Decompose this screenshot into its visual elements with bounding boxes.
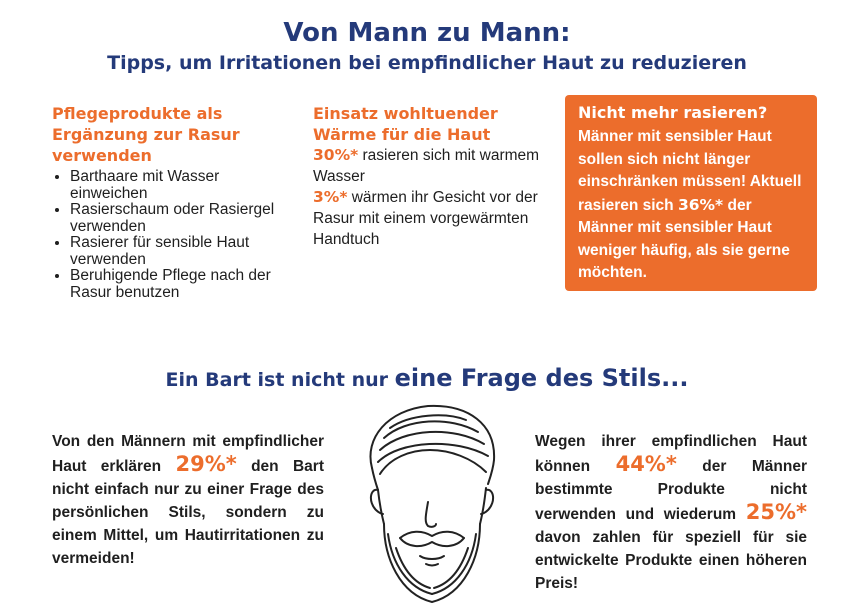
beard-face-illustration-icon bbox=[350, 398, 510, 613]
heading-large: eine Frage des Stils... bbox=[394, 364, 689, 392]
para-text: den Bart nicht einfach nur zu einer Frage des persönlichen Stils, sondern zu einem Mittel, um Hautirritationen zu vermeiden! bbox=[52, 458, 324, 567]
stat-number: 30%* bbox=[313, 146, 359, 164]
heading-line: Wärme für die Haut bbox=[313, 125, 491, 144]
stat-warm-water bbox=[313, 145, 549, 187]
list-item: • Barthaare mit Wasser einweichen bbox=[70, 169, 292, 202]
box-text-after: der Männer mit sensibler Haut weniger häufig, als sie gerne möchten. bbox=[578, 196, 790, 281]
warmth-heading bbox=[313, 103, 549, 145]
heading-line: verwenden bbox=[52, 146, 152, 165]
list-item: • Rasierschaum oder Rasiergel verwenden bbox=[70, 202, 292, 235]
heading-line: Pflegeprodukte als bbox=[52, 104, 223, 123]
heading-small: Ein Bart ist nicht nur bbox=[165, 369, 395, 391]
heading-line: Einsatz wohltuender bbox=[313, 104, 498, 123]
para-stat-number: 44%* bbox=[615, 452, 677, 476]
box-text bbox=[578, 126, 805, 285]
page-title: Von Mann zu Mann: bbox=[283, 18, 571, 48]
care-tips-list bbox=[52, 169, 292, 301]
stat-text: rasieren sich mit warmem Wasser bbox=[313, 147, 540, 185]
para-text: der Männer bestimmte Produkte nicht verwenden und wiederum bbox=[535, 458, 807, 523]
list-item: • Rasierer für sensible Haut verwenden bbox=[70, 235, 292, 268]
heading-line: Ergänzung zur Rasur bbox=[52, 125, 240, 144]
box-heading: Nicht mehr rasieren? bbox=[578, 103, 768, 122]
right-paragraph bbox=[535, 430, 807, 595]
no-shaving-box bbox=[565, 95, 817, 291]
care-products-heading bbox=[52, 103, 292, 166]
list-item: • Beruhigende Pflege nach der Rasur benutzen bbox=[70, 268, 292, 301]
care-products-section bbox=[52, 103, 292, 301]
beard-section-heading bbox=[0, 364, 854, 392]
page-subtitle: Tipps, um Irritationen bei empfindlicher Haut zu reduzieren bbox=[107, 52, 747, 74]
left-paragraph bbox=[52, 430, 324, 570]
para-stat-number: 25%* bbox=[745, 500, 807, 524]
warmth-section bbox=[313, 103, 549, 250]
para-stat-number: 29%* bbox=[175, 452, 237, 476]
stat-warm-towel bbox=[313, 187, 549, 250]
stat-text: wärmen ihr Gesicht vor der Rasur mit einem vorgewärmten Handtuch bbox=[313, 189, 538, 248]
para-text: Wegen ihrer empfindlichen Haut können bbox=[535, 433, 807, 475]
stat-number: 3%* bbox=[313, 188, 348, 206]
para-text: Von den Männern mit empfindlicher Haut erklären bbox=[52, 433, 324, 475]
para-text: davon zahlen für speziell für sie entwickelte Produkte einen höheren Preis! bbox=[535, 529, 807, 592]
box-stat-number: 36%* bbox=[677, 195, 724, 214]
box-text-before: Männer mit sensibler Haut sollen sich nicht länger einschränken müssen! Aktuell rasieren sich bbox=[578, 128, 802, 214]
